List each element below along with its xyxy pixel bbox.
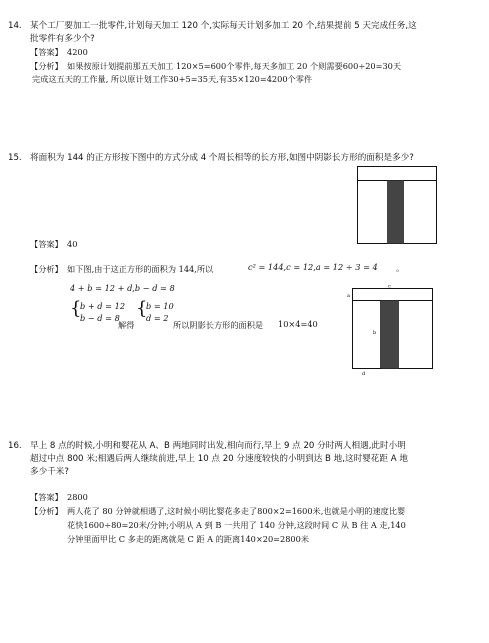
answer-value: 40 [67, 239, 78, 249]
conclusion-text: 所以阴影长方形的面积是 [173, 320, 264, 330]
label-d: d [362, 371, 366, 376]
analysis-label: 【分析】 [30, 506, 63, 516]
labeled-square-figure [344, 284, 440, 376]
left-brace: { [136, 298, 148, 319]
answer-label: 【答案】 [30, 239, 63, 249]
shaded-rectangle [387, 181, 404, 244]
label-a: a [347, 293, 350, 299]
question-text: 某个工厂要加工一批零件,计划每天加工 120 个,实际每天计划多加工 20 个,结果提前 5 天完成任务,这 [30, 21, 417, 31]
square-division-figure [357, 166, 439, 246]
answer-label: 【答案】 [30, 492, 63, 502]
problem-number: 14. [8, 21, 22, 31]
analysis-text: 。 [396, 263, 405, 273]
analysis-label: 【分析】 [30, 264, 63, 274]
system-equation: b + d = 12 [80, 301, 126, 311]
solve-label: 解得 [118, 320, 135, 330]
question-text: 批零件有多少个? [30, 34, 95, 44]
problem-number: 16. [8, 441, 22, 451]
question-text: 早上 8 点的时候,小明和婴花从 A、B 两地同时出发,相向而行,早上 9 点 20 分时两人相遇,此时小明 [30, 441, 406, 451]
answer-label: 【答案】 [30, 47, 63, 57]
label-c: c [388, 284, 391, 290]
answer-value: 4200 [67, 47, 88, 57]
analysis-label: 【分析】 [30, 61, 63, 71]
analysis-text: 花快1600÷80=20米/分钟;小明从 A 到 B 一共用了 140 分钟,这段时间 C 从 B 往 A 走,140 [67, 520, 406, 530]
analysis-text: 如下图,由于这正方形的面积为 144,所以 [67, 264, 214, 274]
problem-number: 15. [8, 153, 22, 163]
label-b: b [373, 330, 377, 336]
question-text: 多少千米? [30, 467, 69, 477]
system-solution: b = 10 [146, 301, 174, 311]
system-solution: d = 2 [146, 313, 169, 323]
shaded-rectangle [381, 301, 399, 369]
conclusion-value: 10×4=40 [278, 319, 318, 329]
system-equation: b − d = 8 [80, 313, 120, 323]
analysis-text: 如果按原计划提前那五天加工 120×5=600个零件,每天多加工 20 个则需要600÷20=30天 [67, 61, 402, 71]
analysis-text: 完成这五天的工作量, 所以原计划工作30+5=35天,有35×120=4200个零件 [32, 74, 313, 84]
question-text: 超过中点 800 米;相遇后两人继续前进,早上 10 点 20 分速度较快的小明到达 B 地,这时婴花距 A 地 [30, 454, 408, 464]
answer-value: 2800 [67, 492, 88, 502]
question-text: 将面积为 144 的正方形按下图中的方式分成 4 个周长相等的长方形,如图中阴影长方形的面积是多少? [30, 153, 414, 163]
analysis-text: 两人花了 80 分钟就相遇了,这时候小明比婴花多走了800×2=1600米,也就是小明的速度比婴 [67, 506, 406, 516]
analysis-formula: c² = 144,c = 12,a = 12 ÷ 3 = 4 [248, 262, 378, 272]
analysis-text: 分钟里面甲比 C 多走的距离就是 C 距 A 的距离140×20=2800米 [67, 534, 310, 544]
left-brace: { [70, 298, 82, 319]
equation-line: 4 + b = 12 + d,b − d = 8 [70, 283, 175, 293]
